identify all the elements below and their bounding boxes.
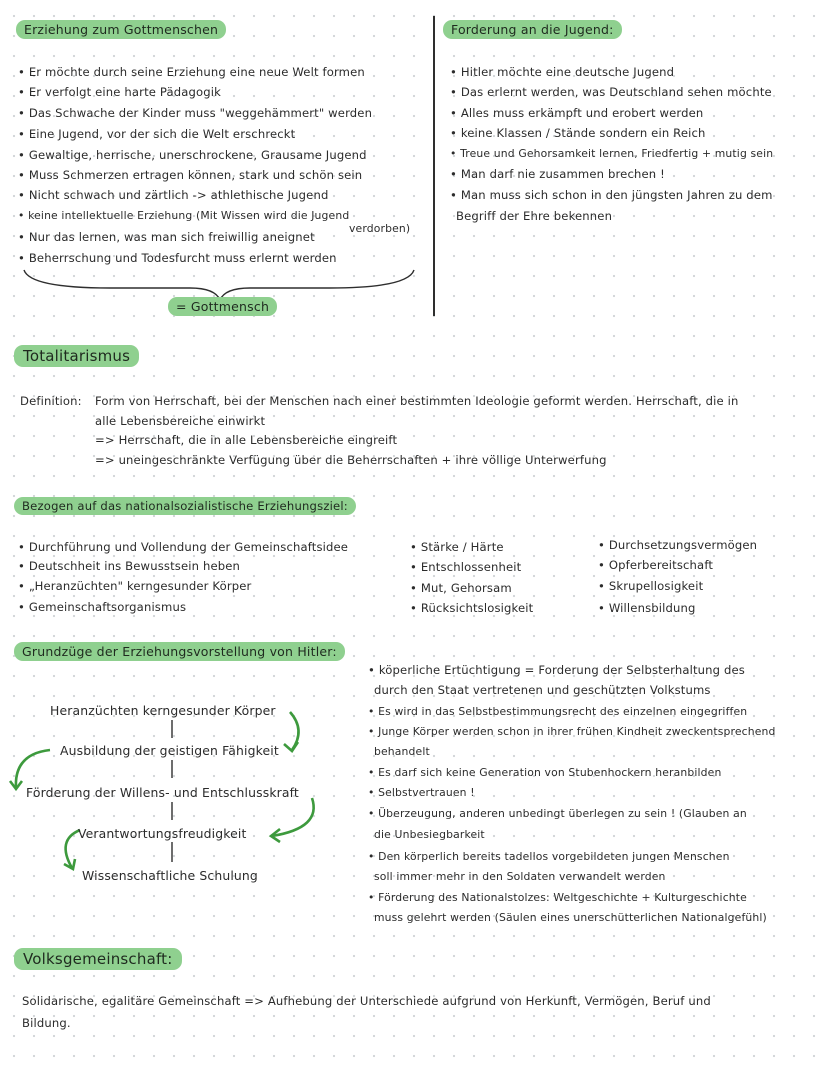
list-item: • Das erlernt werden, was Deutschland sehen möchte: [450, 85, 772, 99]
list-item: • keine Klassen / Stände sondern ein Reich: [450, 126, 706, 140]
list-item: • Willensbildung: [598, 601, 696, 615]
list-item: • Überzeugung, anderen unbedingt überlegen zu sein ! (Glauben an: [368, 807, 747, 820]
list-item-continuation: durch den Staat vertretenen und geschützten Volkstums: [374, 683, 711, 697]
list-item: • Förderung des Nationalstolzes: Weltgeschichte + Kulturgeschichte: [368, 891, 747, 904]
definition-text: Bildung.: [22, 1016, 71, 1030]
list-item: • Eine Jugend, vor der sich die Welt erschreckt: [18, 127, 296, 141]
list-item: • Stärke / Härte: [410, 540, 504, 554]
list-item-continuation: die Unbesiegbarkeit: [374, 828, 485, 841]
diagram-node: Verantwortungsfreudigkeit: [78, 826, 247, 841]
list-item-continuation: muss gelehrt werden (Säulen eines unerschütterlichen Nationalgefühl): [374, 911, 767, 924]
list-item: • Beherrschung und Todesfurcht muss erlernt werden: [18, 251, 337, 265]
column-divider: [433, 16, 435, 316]
list-item: • Man muss sich schon in den jüngsten Jahren zu dem: [450, 188, 773, 202]
list-item: • Mut, Gehorsam: [410, 581, 512, 595]
definition-text: Form von Herrschaft, bei der Menschen nach einer bestimmten Ideologie geformt werden. Herrschaft, die in: [95, 394, 739, 408]
list-item: • Gemeinschaftsorganismus: [18, 600, 187, 614]
list-item: • Alles muss erkämpft und erobert werden: [450, 106, 704, 120]
definition-label: Definition:: [20, 394, 82, 408]
list-item: • Hitler möchte eine deutsche Jugend: [450, 65, 675, 79]
section-heading-grundzuege: Grundzüge der Erziehungsvorstellung von Hitler:: [14, 642, 345, 661]
list-item: • Den körperlich bereits tadellos vorgebildeten jungen Menschen: [368, 850, 730, 863]
list-item: • Es darf sich keine Generation von Stubenhockern heranbilden: [368, 766, 722, 779]
list-item-continuation: behandelt: [374, 745, 430, 758]
definition-text: => Herrschaft, die in alle Lebensbereiche eingreift: [95, 433, 398, 447]
section-heading-bezogen: Bezogen auf das nationalsozialistische Erziehungsziel:: [14, 497, 356, 515]
list-item-continuation: verdorben): [349, 222, 411, 235]
list-item: • Das Schwache der Kinder muss "weggehämmert" werden: [18, 106, 373, 120]
list-item: • Es wird in das Selbstbestimmungsrecht des einzelnen eingegriffen: [368, 705, 748, 718]
gottmensch-label: = Gottmensch: [168, 297, 277, 316]
list-item: • köperliche Ertüchtigung = Forderung der Selbsterhaltung des: [368, 663, 745, 677]
diagram-node: Wissenschaftliche Schulung: [82, 868, 258, 883]
list-item: • Man darf nie zusammen brechen !: [450, 167, 665, 181]
list-item: • Entschlossenheit: [410, 560, 522, 574]
list-item: • Gewaltige, herrische, unerschrockene, Grausame Jugend: [18, 148, 367, 162]
definition-text: => uneingeschränkte Verfügung über die Beherrschaften + ihre völlige Unterwerfung: [95, 453, 607, 467]
curly-brace: [20, 262, 420, 302]
list-item-continuation: soll immer mehr in den Soldaten verwandelt werden: [374, 870, 666, 883]
list-item: • Skrupellosigkeit: [598, 579, 704, 593]
list-item: • Nur das lernen, was man sich freiwillig aneignet: [18, 230, 315, 244]
list-item: • Opferbereitschaft: [598, 558, 714, 572]
list-item: • Rücksichtslosigkeit: [410, 601, 534, 615]
list-item: • Nicht schwach und zärtlich -> athlethische Jugend: [18, 188, 329, 202]
diagram-node: Förderung der Willens- und Entschlusskraft: [26, 785, 299, 800]
section-heading-totalitarismus: Totalitarismus: [14, 345, 139, 367]
list-item: • Er möchte durch seine Erziehung eine neue Welt formen: [18, 65, 365, 79]
list-item: • Durchführung und Vollendung der Gemeinschaftsidee: [18, 540, 349, 554]
list-item-continuation: Begriff der Ehre bekennen: [456, 209, 613, 223]
diagram-node: Heranzüchten kerngesunder Körper: [50, 703, 276, 718]
definition-text: Solidarische, egalitäre Gemeinschaft => Aufhebung der Unterschiede aufgrund von Herkunft, Vermögen, Beruf und: [22, 994, 711, 1008]
list-item: • Selbstvertrauen !: [368, 786, 475, 799]
definition-text: alle Lebensbereiche einwirkt: [95, 414, 266, 428]
list-item: • „Heranzüchten" kerngesunder Körper: [18, 579, 252, 593]
list-item: • Durchsetzungsvermögen: [598, 538, 758, 552]
section-heading-volksgemeinschaft: Volksgemeinschaft:: [14, 948, 182, 970]
list-item: • Muss Schmerzen ertragen können, stark und schön sein: [18, 168, 363, 182]
list-item: • Treue und Gehorsamkeit lernen, Friedfertig + mutig sein: [450, 147, 774, 160]
section-heading-forderung: Forderung an die Jugend:: [443, 20, 622, 39]
list-item: • Er verfolgt eine harte Pädagogik: [18, 85, 222, 99]
section-heading-erziehung: Erziehung zum Gottmenschen: [16, 20, 226, 39]
diagram-node: Ausbildung der geistigen Fähigkeit: [60, 743, 279, 758]
list-item: • keine intellektuelle Erziehung (Mit Wissen wird die Jugend: [18, 209, 350, 222]
list-item: • Junge Körper werden schon in ihrer frühen Kindheit zweckentsprechend: [368, 725, 776, 738]
list-item: • Deutschheit ins Bewusstsein heben: [18, 559, 241, 573]
